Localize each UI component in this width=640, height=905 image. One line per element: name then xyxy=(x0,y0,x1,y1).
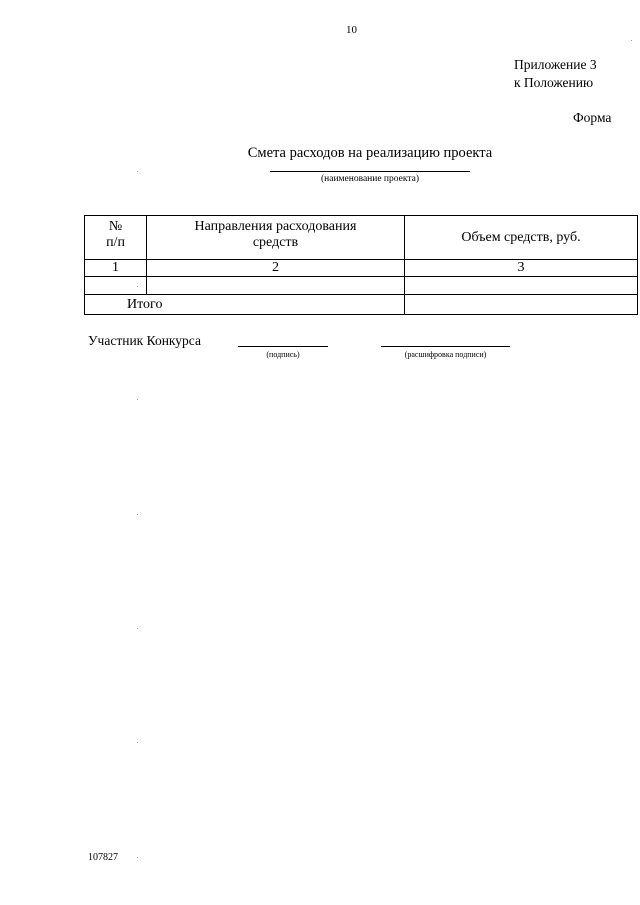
scan-speck xyxy=(137,742,138,743)
header-direction-line-1: Направления расходования xyxy=(194,219,357,234)
table-cell xyxy=(147,277,405,295)
header-number-line-1: № xyxy=(108,219,123,234)
table-header-row xyxy=(85,216,638,260)
participant-label: Участник Конкурса xyxy=(88,333,201,348)
estimate-table xyxy=(84,215,638,315)
column-number-1: 1 xyxy=(85,260,147,277)
document-title: Смета расходов на реализацию проекта xyxy=(247,145,493,161)
project-name-line xyxy=(270,171,470,172)
header-number xyxy=(85,216,147,260)
total-row xyxy=(85,295,638,315)
table-cell xyxy=(405,277,638,295)
scan-speck xyxy=(137,399,138,400)
column-number-row xyxy=(85,260,638,277)
signature-decoding-line xyxy=(381,346,510,347)
column-number-2: 2 xyxy=(147,260,405,277)
project-name-caption: (наименование проекта) xyxy=(320,174,419,184)
scan-speck xyxy=(631,40,632,41)
scan-speck xyxy=(137,286,138,287)
signature-line xyxy=(238,346,328,347)
total-label: Итого xyxy=(85,295,405,315)
header-direction xyxy=(147,216,405,260)
page-number: 10 xyxy=(346,24,357,36)
appendix-line-1: Приложение 3 xyxy=(514,57,597,72)
header-number-line-2: п/п xyxy=(106,235,125,250)
column-number-3: 3 xyxy=(405,260,638,277)
signature-caption: (подпись) xyxy=(266,350,300,359)
form-label: Форма xyxy=(573,110,612,125)
appendix-reference xyxy=(514,56,597,92)
scan-speck xyxy=(137,857,138,858)
document-code: 107827 xyxy=(88,852,118,863)
signature-decoding-caption: (расшифровка подписи) xyxy=(404,350,487,359)
header-direction-line-2: средств xyxy=(252,235,299,250)
scan-speck xyxy=(137,514,138,515)
total-value xyxy=(405,295,638,315)
scan-speck xyxy=(137,628,138,629)
scan-speck xyxy=(137,171,138,172)
header-amount: Объем средств, руб. xyxy=(405,216,638,260)
appendix-line-2: к Положению xyxy=(514,75,594,90)
table-row xyxy=(85,277,638,295)
